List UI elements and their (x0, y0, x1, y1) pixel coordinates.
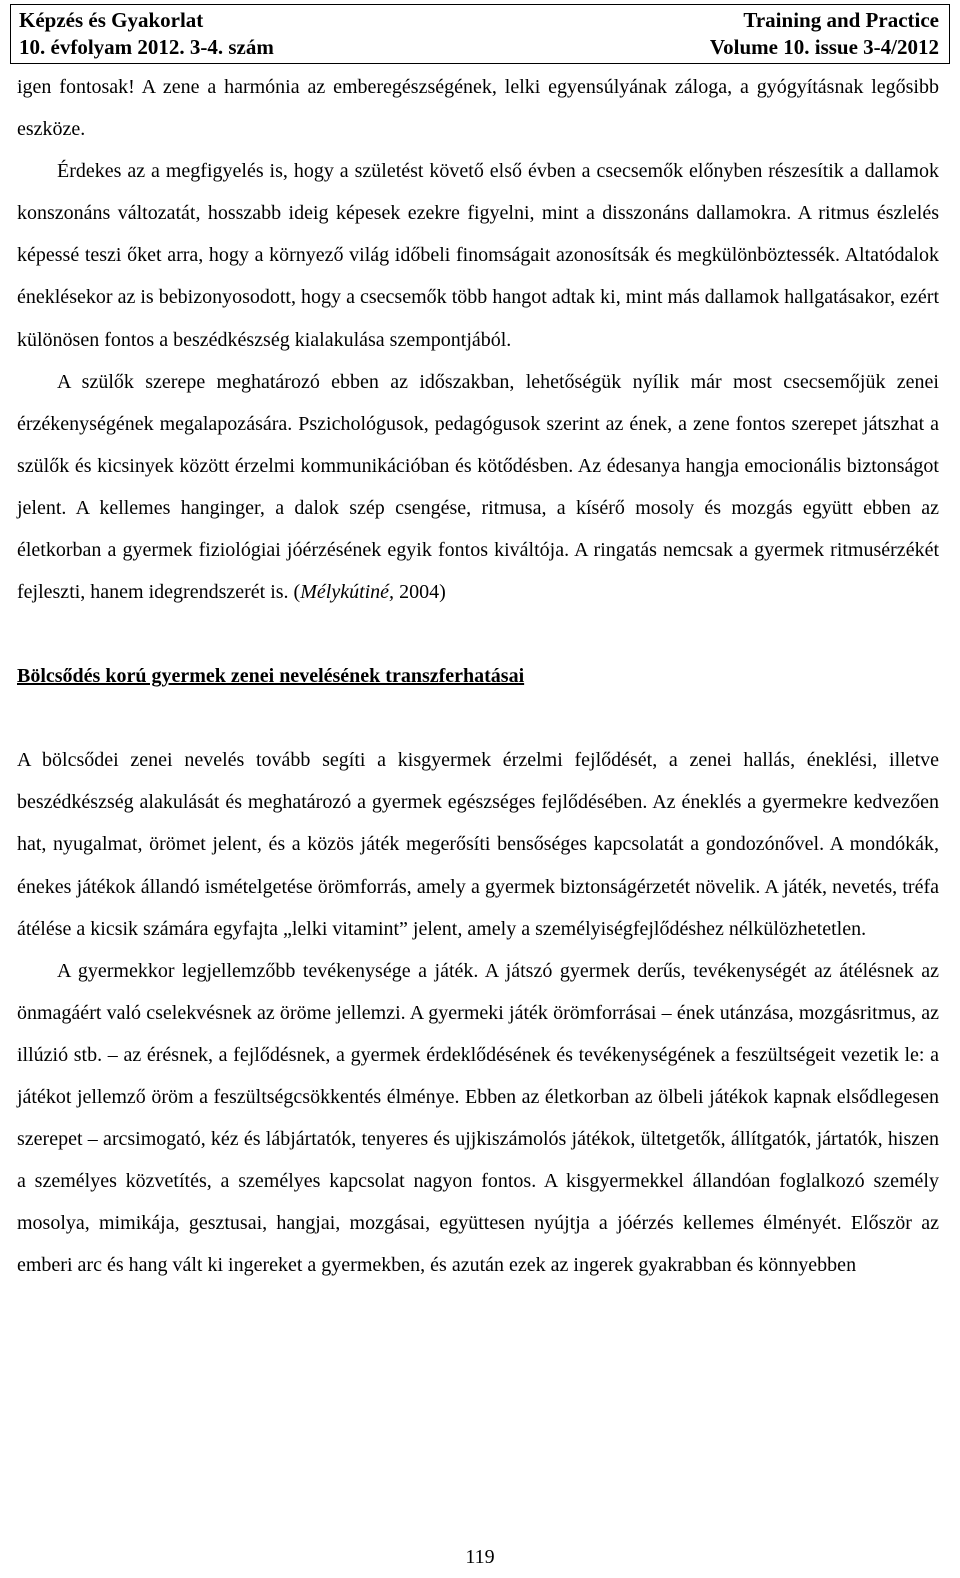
section-heading: Bölcsődés korú gyermek zenei nevelésének transzferhatásai (17, 665, 525, 688)
citation-year: 2004) (394, 581, 446, 604)
paragraph-text: A szülők szerepe meghatározó ebben az időszakban, lehetőségük nyílik már most csecsemőjük zenei érzékenységének megalapozására. Pszichológusok, pedagógusok szerint az ének, a zene fontos szerepet játszhat a szülők és kicsinyek között érzelmi kommunikációban és kötődésben. Az édesanya hangja emocionális biztonságot jelent. A kellemes hanginger, a dalok szép csengése, ritmusa, a kísérő mosoly és mozgás együtt ebben az életkorban a gyermek fiziológiai jóérzésének egyik fontos kiváltója. A ringatás nemcsak a gyermek ritmusérzékét fejleszti, hanem idegrendszerét is. ( (17, 370, 939, 604)
paragraph (17, 361, 939, 614)
issue-info-hu: 10. évfolyam 2012. 3-4. szám (19, 35, 274, 59)
paragraph: Érdekes az a megfigyelés is, hogy a születést követő első évben a csecsemők előnyben részesítik a dallamok konszonáns változatát, hosszabb ideig képesek ezekre figyelni, mint a disszonáns dallamokra. A ritmus észlelés képessé teszi őket arra, hogy a környező világ időbeli finomságait azonosítsák és megkülönböztessék. Altatódalok éneklésekor az is bebizonyosodott, hogy a csecsemők több hangot adtak ki, mint más dallamok hallgatásakor, ezért különösen fontos a beszédkészség kialakulása szempontjából. (17, 160, 939, 351)
running-header (10, 4, 950, 64)
paragraph: igen fontosak! A zene a harmónia az emberegészségének, lelki egyensúlyának záloga, a gyógyításnak legősibb eszköze. (17, 76, 939, 141)
paragraph: A bölcsődei zenei nevelés tovább segíti a kisgyermek érzelmi fejlődését, a zenei hallás, éneklési, illetve beszédkészség alakulását és meghatározó a gyermek egészséges fejlődésében. Az éneklés a gyermekre kedvezően hat, nyugalmat, örömet jelent, és a közös játék megerősíti bensőséges kapcsolatát a gondozónővel. A mondókák, énekes játékok állandó ismételgetése örömforrás, amely a gyermek biztonságérzetét növelik. A játék, nevetés, tréfa átélése a kicsik számára egyfajta „lelki vitamint” jelent, amely a személyiségfejlődéshez nélkülözhetetlen. (17, 749, 939, 940)
citation-author: Mélykútiné, (300, 581, 395, 604)
article-body (17, 66, 939, 1286)
issue-info-en: Volume 10. issue 3-4/2012 (709, 35, 939, 59)
paragraph: A gyermekkor legjellemzőbb tevékenysége a játék. A játszó gyermek derűs, tevékenységét az átélésnek az önmagáért való cselekvésnek az öröme jellemzi. A gyermeki játék örömforrásai – ének utánzása, mozgásritmus, az illúzió stb. – az érésnek, a fejlődésnek, a gyermek érdeklődésének és tevékenységének a feszültségeit vezetik le: a játékot jellemző öröm a feszültségcsökkentés élménye. Ebben az életkorban az ölbeli játékok kapnak elsődlegesen szerepet – arcsimogató, kéz és lábjártatók, tenyeres és ujjkiszámolós játékok, ültetgetők, állítgatók, jártatók, hiszen a személyes közvetítés, a személyes kapcsolat nagyon fontos. A kisgyermekkel állandóan foglalkozó személy mosolya, mimikája, gesztusai, hangjai, mozgásai, együttesen nyújtja a jóérzés kellemes élményét. Először az emberi arc és hang vált ki ingereket a gyermekben, és azután ezek az ingerek gyakrabban és könnyebben (17, 959, 939, 1277)
page-number: 119 (465, 1546, 495, 1568)
journal-title-en: Training and Practice (743, 8, 939, 32)
journal-title-hu: Képzés és Gyakorlat (19, 8, 204, 32)
